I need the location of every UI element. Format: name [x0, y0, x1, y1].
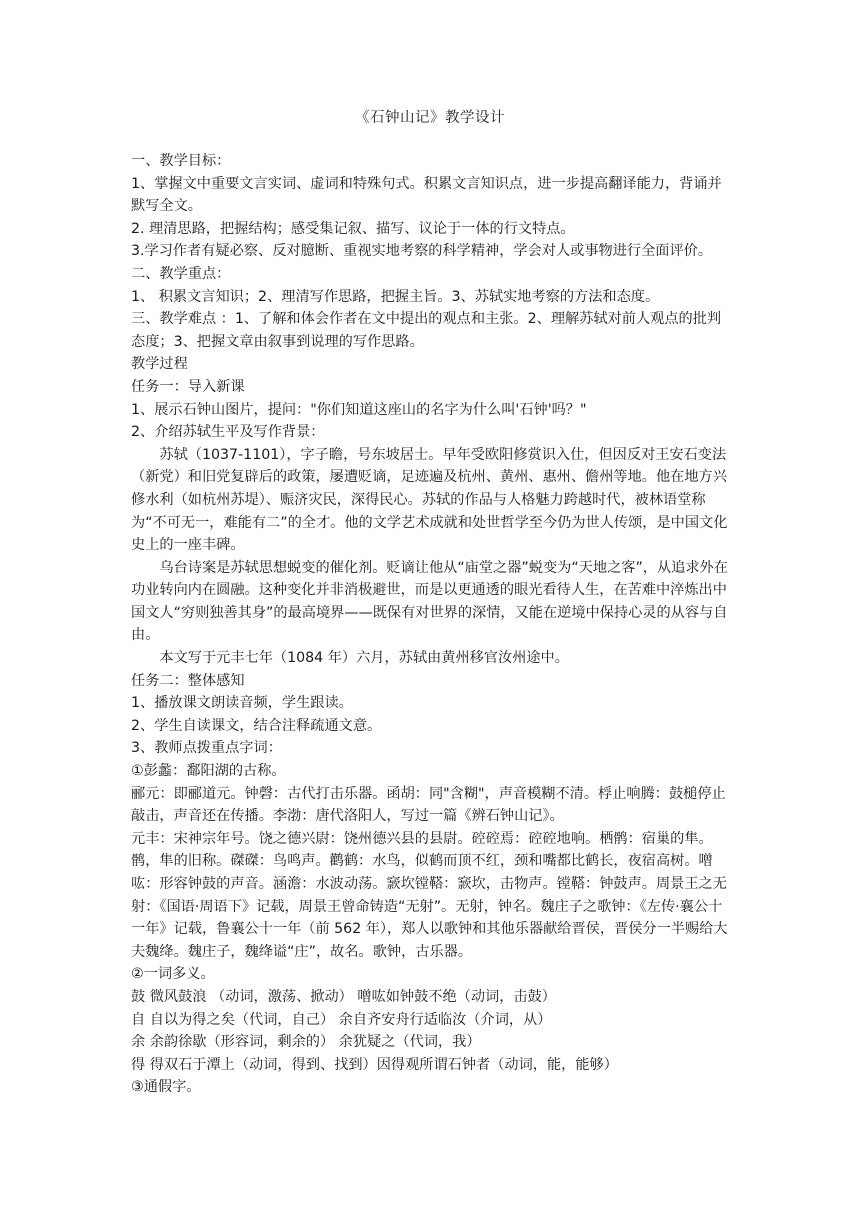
task-step: 1、展示石钟山图片，提问："你们知道这座山的名字为什么叫'石钟'吗？": [131, 401, 587, 418]
task-step: 3、教师点拨重点字词：: [131, 740, 282, 757]
vocab-subheading: ②一词多义。: [131, 966, 215, 983]
difficulties-text: 三、教学难点 ：1、了解和体会作者在文中提出的观点和主张。2、理解苏轼对前人观点的批判态度；3、把握文章由叙事到说理的写作思路。: [131, 311, 722, 350]
task-step: 1、播放课文朗读音频，学生跟读。: [131, 695, 353, 712]
task-heading: 任务一：导入新课: [131, 378, 245, 395]
section-heading-key-points: 二、教学重点：: [131, 265, 231, 282]
task-step: 2、介绍苏轼生平及写作背景：: [131, 424, 325, 441]
vocab-notes: 郦元：即郦道元。钟磬：古代打击乐器。函胡：同"含糊"，声音模糊不清。桴止响腾：鼓槌停止敲击，声音还在传播。李渤：唐代洛阳人，写过一篇《辨石钟山记》。: [131, 785, 726, 825]
document-body: [131, 150, 732, 1099]
polysemy-row: 鼓 微风鼓浪 （动词，激荡、掀动） 噌吰如钟鼓不绝（动词，击鼓）: [131, 988, 556, 1005]
objective-item: 2. 理清思路，把握结构；感受集记叙、描写、议论于一体的行文特点。: [131, 220, 575, 237]
objective-item: 1、掌握文中重要文言实词、虚词和特殊句式。积累文言知识点，进一步提高翻译能力，背诵并默写全文。: [131, 175, 722, 215]
vocab-subheading: ③通假字。: [131, 1079, 201, 1096]
polysemy-row: 余 余韵徐歇（形容词，剩余的） 余犹疑之（代词，我）: [131, 1034, 481, 1051]
polysemy-row: 得 得双石于潭上（动词，得到、找到）因得观所谓石钟者（动词，能，能够）: [131, 1056, 618, 1073]
biography-paragraph: 苏轼（1037-1101），字子瞻，号东坡居士。早年受欧阳修赏识入仕，但因反对王安石变法（新党）和旧党复辟后的政策，屡遭贬谪，足迹遍及杭州、黄州、惠州、儋州等地。他在地方兴修水利（如杭州苏堤）、赈济灾民，深得民心。苏轼的作品与人格魅力跨越时代，被林语堂称为“不可无一，难能有二”的全才。他的文学艺术成就和处世哲学至今仍为世人传颂，是中国文化史上的一座丰碑。: [131, 446, 728, 554]
document-title: 《石钟山记》教学设计: [355, 110, 505, 126]
background-paragraph: 乌台诗案是苏轼思想蜕变的催化剂。贬谪让他从“庙堂之器”蜕变为“天地之客”，从追求外在功业转向内在圆融。这种变化并非消极避世，而是以更通透的眼光看待人生，在苦难中淬炼出中国文人“穷则独善其身”的最高境界——既保有对世界的深情，又能在逆境中保持心灵的从容与自由。: [131, 559, 728, 644]
objective-item: 3.学习作者有疑必察、反对臆断、重视实地考察的科学精神，学会对人或事物进行全面评价。: [131, 243, 713, 260]
date-paragraph: 本文写于元丰七年（1084 年）六月，苏轼由黄州移官汝州途中。: [159, 650, 569, 667]
section-heading-objectives: 一、教学目标：: [131, 153, 231, 169]
task-step: 2、学生自读课文，结合注释疏通文意。: [131, 717, 382, 734]
key-points-text: 1、 积累文言知识；2、理清写作思路，把握主旨。3、苏轼实地考察的方法和态度。: [131, 288, 660, 305]
vocab-subheading: ①彭蠡：鄱阳湖的古称。: [131, 763, 286, 780]
vocab-notes: 元丰：宋神宗年号。饶之德兴尉：饶州德兴县的县尉。硿硿焉：硿硿地响。栖鹘：宿巢的隼。鹘，隼的旧称。磔磔：鸟鸣声。鹳鹤：水鸟，似鹤而顶不红，颈和嘴都比鹤长，夜宿高树。噌吰：形容钟鼓的声音。涵澹：水波动荡。窾坎镗鞳：窾坎，击物声。镗鞳：钟鼓声。周景王之无射：《国语·周语下》记载，周景王曾命铸造“无射”。无射，钟名。魏庄子之歌钟：《左传·襄公十一年》记载，鲁襄公十一年（前 562 年），郑人以歌钟和其他乐器献给晋侯，晋侯分一半赐给大夫魏绛。魏庄子，魏绛谥“庄”，故名。歌钟，古乐器。: [131, 830, 728, 960]
section-heading-process: 教学过程: [131, 356, 188, 373]
task-heading: 任务二：整体感知: [131, 672, 245, 689]
polysemy-row: 自 自以为得之矣（代词，自己） 余自齐安舟行适临汝（介词，从）: [131, 1011, 552, 1028]
